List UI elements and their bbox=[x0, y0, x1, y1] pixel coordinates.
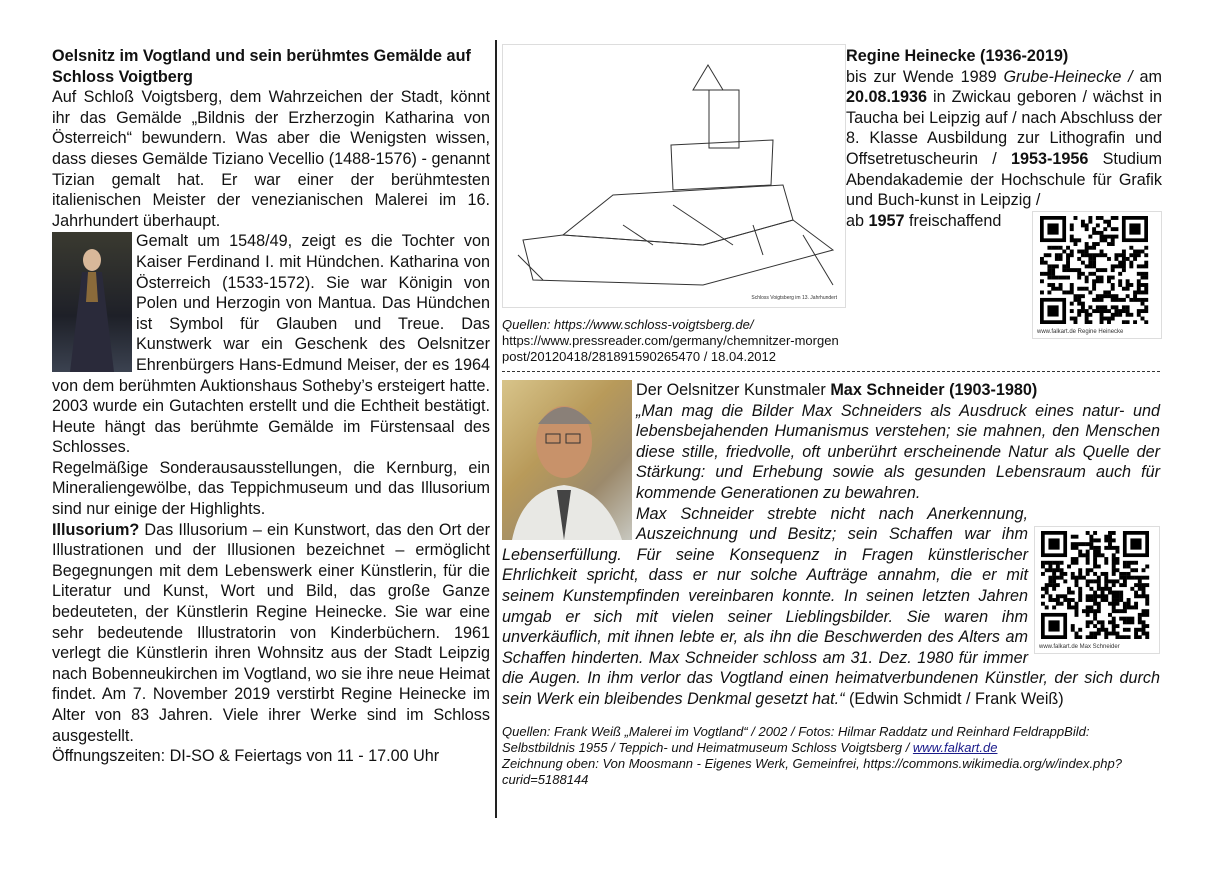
article-title: Oelsnitz im Vogtland und sein berühmtes Gemälde auf Schloss Voigtberg bbox=[52, 47, 471, 86]
qr-caption: www.falkart.de Regine Heinecke bbox=[1037, 328, 1124, 335]
source-line: https://www.pressreader.com/germany/chemnitzer-morgenpost/20120418/281891590265470 / 18.04.2012 bbox=[502, 333, 839, 364]
bio-date: 1953-1956 bbox=[1010, 149, 1089, 168]
source-line bbox=[502, 724, 1160, 756]
max-name: Max Schneider (1903-1980) bbox=[830, 381, 1038, 399]
quote-attribution: (Edwin Schmidt / Frank Weiß) bbox=[844, 689, 1064, 708]
castle-drawing bbox=[502, 44, 846, 308]
regine-heinecke-bio bbox=[846, 46, 1162, 339]
max-schneider-portrait bbox=[502, 380, 632, 540]
regine-bio-text bbox=[846, 67, 1162, 211]
highlights-paragraph: Regelmäßige Sonderausausstellungen, die Kernburg, ein Mineraliengewölbe, das Teppichmuseum und das Illusorium sind nur einige der Highlights. bbox=[52, 458, 490, 519]
illusorium-paragraph bbox=[52, 520, 490, 747]
falkart-link[interactable]: www.falkart.de bbox=[912, 739, 998, 755]
bio-date: 20.08.1936 bbox=[846, 88, 928, 107]
source-text: Quellen: Frank Weiß „Malerei im Vogtland“ / 2002 / Fotos: Hilmar Raddatz und Reinhard FeldrappBild: Selbstbildnis 1955 / Teppich- und Heimatmuseum Schloss Voigtsberg / bbox=[502, 723, 1090, 755]
bio-text: in Zwickau geboren / wächst in Taucha bei Leipzig auf / nach Abschluss der 8. Klasse Ausbildung zur Lithografin und Offsetretuscheurin / bbox=[846, 88, 1162, 168]
katharina-painting-image bbox=[52, 232, 132, 372]
castle-caption: Schloss Voigtsberg im 13. Jahrhundert bbox=[751, 295, 837, 301]
illusorium-heading: Illusorium? bbox=[52, 520, 140, 539]
max-schneider-section bbox=[502, 380, 1160, 710]
painting-paragraph: Gemalt um 1548/49, zeigt es die Tochter von Kaiser Ferdinand I. mit Hündchen. Katharina von Österreich (1533-1572). Sie war Königin von Polen und Herzogin von Mantua. Das Hündchen ist Symbol für Glauben und Treue. Das Kunstwerk war ein Geschenk des Oelsnitzer Ehrenbürgers Hans-Edmund Meiser, der es 1964 von dem berühmten Auktionshaus Sotheby’s ersteigert hatte. 2003 wurde ein Gutachten erstellt und die Echtheit bestätigt. Heute hängt das berühmte Gemälde im Fürstensaal des Schlosses. bbox=[52, 232, 490, 457]
qr-code-regine[interactable] bbox=[1032, 211, 1162, 339]
bio-date: 1957 bbox=[868, 211, 905, 230]
section-divider bbox=[502, 371, 1160, 372]
intro-paragraph: Auf Schloß Voigtsberg, dem Wahrzeichen der Stadt, könnt ihr das Gemälde „Bildnis der Erzherzogin Katharina von Österreich“ bewundern. Was aber die Wenigsten wissen, dass dieses Gemälde Tiziano Vecellio (1488-1576) - genannt Tizian gemalt hat. Er war einer der berühmtesten italienischen Meister der venezianischen Malerei im 16. Jahrhundert überhaupt. bbox=[52, 88, 490, 230]
right-bottom-column bbox=[502, 380, 1160, 788]
qr-code-icon bbox=[1040, 216, 1154, 324]
bio-text: freischaffend bbox=[904, 211, 1002, 230]
qr-caption: www.falkart.de Max Schneider bbox=[1039, 643, 1120, 650]
sources-castle bbox=[502, 317, 842, 365]
source-line: Zeichnung oben: Von Moosmann - Eigenes Werk, Gemeinfrei, https://commons.wikimedia.org/w/index.php?curid=5188144 bbox=[502, 755, 1122, 787]
bio-text: bis zur Wende 1989 bbox=[846, 67, 1004, 86]
opening-hours: Öffnungszeiten: DI-SO & Feiertags von 11 - 17.00 Uhr bbox=[52, 747, 440, 766]
bio-text: ab bbox=[846, 211, 869, 230]
max-quote: „Man mag die Bilder Max Schneiders als Ausdruck eines natur- und lebensbejahenden Humanismus verstehen; sie mahnen, den Menschen diese stille, friedvolle, oft unberührt erscheinende Natur als Quelle der Stärkung: und Erhebung sowie als gesunden Lebensraum auch für kommende Generationen zu bewahren. bbox=[636, 401, 1160, 502]
left-column bbox=[52, 46, 490, 767]
bio-text: Grube-Heinecke / bbox=[1003, 67, 1133, 86]
qr-code-icon bbox=[1041, 531, 1151, 639]
regine-title: Regine Heinecke (1936-2019) bbox=[846, 47, 1069, 65]
intro-text: Der Oelsnitzer Kunstmaler bbox=[636, 381, 831, 399]
qr-code-max-schneider[interactable] bbox=[1034, 526, 1160, 654]
bio-text: Studium Abendakademie der Hochschule für Grafik und Buch-kunst in Leipzig / bbox=[846, 149, 1162, 210]
sources-max bbox=[502, 724, 1160, 788]
illusorium-text: Das Illusorium – ein Kunstwort, das den Ort der Illustrationen und der Illusionen bezeichnet – ermöglicht Begegnungen mit dem Lebenswerk einer Künstlerin, für die Literatur und Kunst, Wort und Bild, das große Ganze bedeuteten, der Künstlerin Regine Heinecke. Sie war eine sehr bedeutende Illustratorin von Kinderbüchern. 1961 verlegt die Künstlerin ihren Wohnsitz aus der Stadt Leipzig nach Bobenneukirchen im Vogtland, wo sie ihre neue Heimat findet. Am 7. November 2019 verstirbt Regine Heinecke im Alter von 83 Jahren. Viele ihrer Werke sind im Schloss ausgestellt. bbox=[52, 520, 490, 745]
column-divider bbox=[495, 40, 497, 818]
source-line: Quellen: https://www.schloss-voigtsberg.de/ bbox=[502, 317, 754, 332]
max-quote-continued: Max Schneider strebte nicht nach Anerkennung, Auszeichnung und Besitz; sein Schaffen war ihm Lebenserfüllung. Für seine Konsequenz in Fragen künstlerischer Ehrlichkeit spricht, dass er nur solche Aufträge annahm, die er mit seinem Kunstempfinden vereinbaren konnte. In seinen letzten Jahren umgab er sich mit vielen seiner Lieblingsbilder. Sie waren ihm unverkäuflich, mit ihnen lebte er, als ihn die Beschwerden des Alters am Schaffen hinderten. Max Schneider schloss am 31. Dez. 1980 für immer die Augen. In ihm verlor das Vogtland einen heimatverbundenen Künstler, der sich durch sein Werk ein bleibendes Denkmal gesetzt hat.“ bbox=[502, 504, 1160, 708]
bio-text: am bbox=[1132, 67, 1162, 86]
